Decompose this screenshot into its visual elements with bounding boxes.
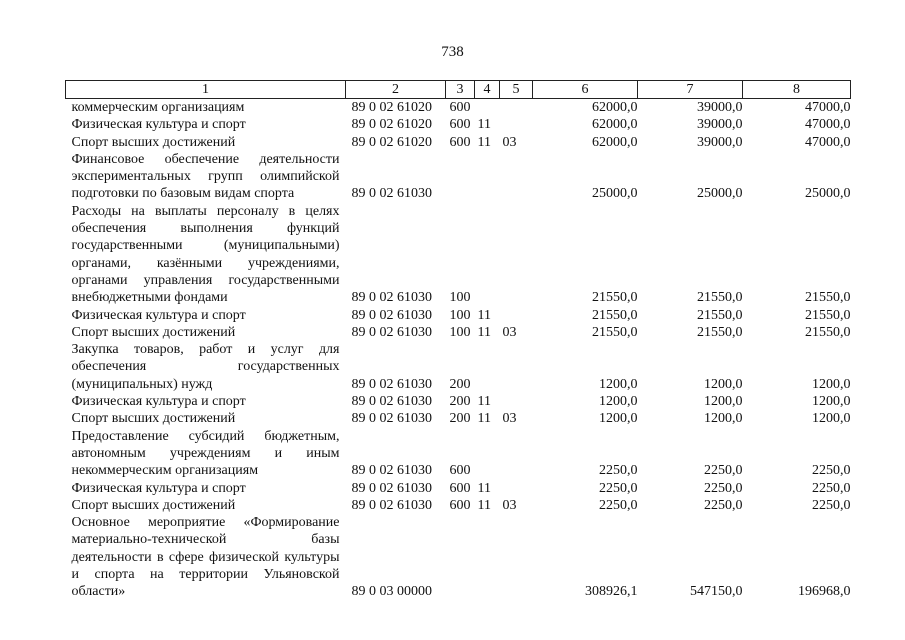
- row-code: 89 0 03 00000: [351, 584, 432, 600]
- row-amount-3: 47000,0: [805, 134, 851, 150]
- header-col-4: 4: [475, 81, 500, 99]
- header-col-6: 6: [533, 81, 638, 99]
- row-code: 89 0 02 61030: [351, 411, 432, 427]
- table-row: [66, 393, 851, 410]
- row-subsection: [475, 428, 500, 480]
- row-amount-2: 2250,0: [704, 497, 743, 513]
- row-amount-1: 2250,0: [599, 480, 638, 496]
- row-subsection: 11: [477, 324, 491, 340]
- row-amount-3: 21550,0: [805, 307, 851, 323]
- row-section: [446, 514, 475, 600]
- row-expense-type: 03: [502, 411, 517, 427]
- table-row: [66, 203, 851, 307]
- row-subsection: 11: [477, 497, 491, 513]
- row-code: 89 0 02 61030: [351, 463, 432, 479]
- table-row: [66, 428, 851, 480]
- row-amount-1: 308926,1: [585, 584, 638, 600]
- row-expense-type: [500, 203, 533, 307]
- row-subsection: 11: [477, 307, 491, 323]
- table-row: [66, 116, 851, 133]
- row-code: 89 0 02 61030: [351, 497, 432, 513]
- row-amount-1: 21550,0: [592, 307, 638, 323]
- row-amount-2: 21550,0: [697, 307, 743, 323]
- row-amount-3: 47000,0: [805, 117, 851, 133]
- table-row: [66, 134, 851, 151]
- row-name: Спорт высших достижений: [71, 134, 236, 150]
- row-section: 200: [449, 394, 471, 410]
- row-amount-1: 25000,0: [592, 186, 638, 202]
- row-amount-1: 62000,0: [592, 100, 638, 115]
- row-expense-type: [500, 307, 533, 324]
- row-code: 89 0 02 61030: [351, 290, 432, 306]
- row-amount-2: 1200,0: [704, 411, 743, 427]
- row-name: Спорт высших достижений: [71, 324, 236, 340]
- row-name: Спорт высших достижений: [71, 497, 236, 513]
- row-amount-1: 1200,0: [599, 376, 638, 392]
- row-amount-1: 21550,0: [592, 290, 638, 306]
- row-amount-3: 2250,0: [812, 497, 851, 513]
- row-code: 89 0 02 61030: [351, 324, 432, 340]
- row-expense-type: [500, 99, 533, 117]
- row-code: 89 0 02 61030: [351, 307, 432, 323]
- row-amount-1: 1200,0: [599, 411, 638, 427]
- row-expense-type: [500, 151, 533, 203]
- row-code: 89 0 02 61020: [351, 134, 432, 150]
- row-name: Расходы на выплаты персоналу в целях обеспечения выполнения функций государственными (муниципальными) органами, казёнными учреждениями, органами управления государственными внебюджетными фондами: [71, 203, 340, 306]
- row-subsection: 11: [477, 480, 491, 496]
- header-col-2: 2: [346, 81, 446, 99]
- table-row: [66, 151, 851, 203]
- row-amount-3: 2250,0: [812, 480, 851, 496]
- row-section: 100: [449, 307, 471, 323]
- page-number: 738: [441, 44, 464, 60]
- row-section: 600: [449, 117, 471, 133]
- table-row: [66, 514, 851, 600]
- table-header-row: [66, 81, 851, 99]
- row-amount-2: 1200,0: [704, 394, 743, 410]
- header-col-8: 8: [743, 81, 851, 99]
- row-amount-3: 21550,0: [805, 324, 851, 340]
- row-amount-2: 2250,0: [704, 463, 743, 479]
- row-code: 89 0 02 61030: [351, 394, 432, 410]
- row-code: 89 0 02 61020: [351, 117, 432, 133]
- row-section: 200: [449, 411, 471, 427]
- row-subsection: [475, 514, 500, 600]
- row-amount-3: 1200,0: [812, 411, 851, 427]
- row-expense-type: [500, 428, 533, 480]
- table-row: [66, 410, 851, 427]
- row-name: Физическая культура и спорт: [71, 117, 246, 133]
- row-amount-1: 21550,0: [592, 324, 638, 340]
- row-section: 200: [449, 376, 471, 392]
- row-amount-3: 1200,0: [812, 394, 851, 410]
- row-expense-type: [500, 480, 533, 497]
- row-subsection: 11: [477, 411, 491, 427]
- row-subsection: [475, 151, 500, 203]
- row-amount-1: 2250,0: [599, 463, 638, 479]
- row-amount-2: 39000,0: [697, 100, 743, 115]
- row-section: [446, 151, 475, 203]
- row-name: Физическая культура и спорт: [71, 394, 246, 410]
- row-code: 89 0 02 61030: [351, 186, 432, 202]
- header-col-7: 7: [638, 81, 743, 99]
- row-section: 600: [449, 480, 471, 496]
- budget-table: [65, 80, 851, 601]
- table-row: [66, 497, 851, 514]
- row-name: Физическая культура и спорт: [71, 480, 246, 496]
- row-amount-2: 39000,0: [697, 117, 743, 133]
- row-amount-2: 21550,0: [697, 324, 743, 340]
- header-col-5: 5: [500, 81, 533, 99]
- table-row: [66, 324, 851, 341]
- table-row: [66, 480, 851, 497]
- table-row: [66, 341, 851, 393]
- row-subsection: 11: [477, 134, 491, 150]
- table-row: [66, 99, 851, 117]
- row-amount-2: 25000,0: [697, 186, 743, 202]
- row-amount-3: 2250,0: [812, 463, 851, 479]
- row-amount-2: 21550,0: [697, 290, 743, 306]
- row-name: Физическая культура и спорт: [71, 307, 246, 323]
- row-amount-2: 2250,0: [704, 480, 743, 496]
- row-expense-type: 03: [502, 134, 517, 150]
- row-section: 600: [449, 134, 471, 150]
- row-subsection: 11: [477, 394, 491, 410]
- row-amount-3: 47000,0: [805, 100, 851, 115]
- row-subsection: 11: [477, 117, 491, 133]
- row-code: 89 0 02 61030: [351, 376, 432, 392]
- row-expense-type: [500, 116, 533, 133]
- row-amount-3: 21550,0: [805, 290, 851, 306]
- row-amount-3: 196968,0: [798, 584, 851, 600]
- row-section: 600: [449, 497, 471, 513]
- row-subsection: [475, 99, 500, 117]
- row-code: 89 0 02 61020: [351, 100, 432, 115]
- row-amount-2: 547150,0: [690, 584, 743, 600]
- row-name: Основное мероприятие «Формирование материально-технической базы деятельности в сфере физической культуры и спорта на территории Ульяновской области»: [71, 515, 340, 600]
- row-expense-type: [500, 341, 533, 393]
- row-expense-type: [500, 393, 533, 410]
- row-name: Предоставление субсидий бюджетным, автономным учреждениям и иным некоммерческим организациям: [71, 428, 340, 479]
- table-body: [66, 99, 851, 601]
- row-expense-type: [500, 514, 533, 600]
- row-code: 89 0 02 61030: [351, 480, 432, 496]
- row-section: 100: [449, 290, 471, 306]
- header-col-1: 1: [66, 81, 346, 99]
- row-subsection: [475, 341, 500, 393]
- row-amount-3: 25000,0: [805, 186, 851, 202]
- row-expense-type: 03: [502, 324, 517, 340]
- row-amount-3: 1200,0: [812, 376, 851, 392]
- table-row: [66, 307, 851, 324]
- row-section: 600: [449, 463, 471, 479]
- row-expense-type: 03: [502, 497, 517, 513]
- row-name: Финансовое обеспечение деятельности экспериментальных групп олимпийской подготовки по базовым видам спорта: [71, 151, 340, 202]
- row-section: 100: [449, 324, 471, 340]
- row-amount-2: 1200,0: [704, 376, 743, 392]
- row-section: 600: [449, 100, 471, 115]
- row-name: Закупка товаров, работ и услуг для обеспечения государственных (муниципальных) нужд: [71, 342, 340, 392]
- row-amount-2: 39000,0: [697, 134, 743, 150]
- row-name: Спорт высших достижений: [71, 411, 236, 427]
- row-subsection: [475, 203, 500, 307]
- row-name: коммерческим организациям: [71, 100, 245, 115]
- row-amount-1: 1200,0: [599, 394, 638, 410]
- row-amount-1: 2250,0: [599, 497, 638, 513]
- row-amount-1: 62000,0: [592, 134, 638, 150]
- header-col-3: 3: [446, 81, 475, 99]
- row-amount-1: 62000,0: [592, 117, 638, 133]
